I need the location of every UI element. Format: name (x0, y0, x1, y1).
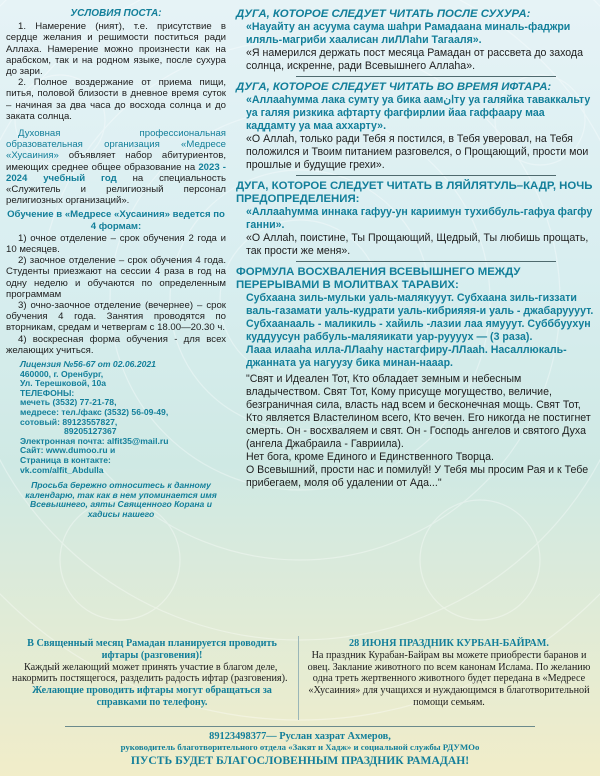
form-1: 1) очное отделение – срок обучения 2 года и 10 месяцев. (6, 232, 226, 256)
tarawih-translation-3: О Всевышний, прости нас и помилуй! У Тебя мы просим Рая и к Тебе прибегаем, моля об удалении от Ада..." (246, 464, 589, 489)
form-4: 4) воскресная форма обучения - для всех желающих учиться. (6, 333, 226, 356)
contact-line: мечеть (3532) 77-21-78, (20, 397, 117, 408)
form-2: 2) заочное отделение – срок обучения 4 года. Студенты приезжают на сессии 4 раза в год на одну неделю и обучаются по определенным программам (6, 255, 226, 300)
divider (296, 261, 556, 262)
form-3: 3) очно-заочное отделение (вечернее) – срок обучения 4 года. Занятия проводятся по вторникам, средам и четвергам с 18.00—20.30 ч. (6, 300, 226, 334)
fasting-conditions-title: УСЛОВИЯ ПОСТА: (70, 8, 162, 19)
condition-2: 2. Полное воздержание от приема пищи, питья, половой близости в дневное время суток – начиная за два часа до восхода солнца и до заката солнца. (6, 77, 226, 122)
divider (296, 175, 556, 176)
kurban-text: На праздник Курабан-Байрам вы можете приобрести баранов и овец. Заклание животного по всем канонам Ислама. По желанию одна треть жертвенного животного будет передана в «Медресе «Хусаиния» для учащихся и нуждающимся в благотворительной помощи семьям. (307, 649, 591, 708)
license-number: Лицензия №56-67 от 02.06.2021 (20, 359, 156, 370)
vk-line: Страница в контакте: (20, 455, 111, 466)
tarawih-translation: "Свят и Идеален Тот, Кто обладает земным и небесным владычеством. Свят Тот, Кому присуще могущество, величие, безграничная сила, власть над всем и бесконечная мощь. Свят Тот, Кто является Властелином всего, Кто вечен. Его никогда не постигнет смерть. Он - восхваляем и свят. Он - Господь ангелов и святого Духа (ангела Джабраила - Гавриила). (246, 373, 591, 450)
qadr-dua-transliteration: «Аллааhумма иннака гафуу-ун кариимун тухиббуль-гафуа фагфу ганни». (246, 206, 593, 231)
qadr-dua-translation: «О Аллаh, поистине, Ты Прощающий, Щедрый, Ты любишь прощать, так прости же меня». (246, 232, 589, 257)
contact-role: руководитель благотворительного отдела «Закят и Хадж» и социальной службы РДУМОо (120, 742, 480, 752)
site-line: Сайт: www.dumoo.ru и (20, 445, 116, 456)
footer (0, 726, 600, 767)
divider (296, 76, 556, 77)
academic-year: 2023 - 2024 учебный год (6, 161, 227, 184)
iftar-text: Каждый желающий может принять участие в благом деле, накормить постящегося, разделить радость ифтар (разговения). (12, 661, 288, 685)
divider (65, 726, 535, 727)
contact-line: 460000, г. Оренбург, (20, 368, 104, 379)
suhur-dua-title: ДУГА, КОТОРОЕ СЛЕДУЕТ ЧИТАТЬ ПОСЛЕ СУХУРА: (236, 8, 531, 20)
contact-line: сотовый: 89123557827, (20, 416, 118, 427)
contact-line: ТЕЛЕФОНЫ: (20, 387, 75, 398)
tarawih-transliteration: Субхаана зиль-мульки уаль-малякууут. Субхаана зиль-гиззати валь-газамати уаль-кудрати уаль-кибрияяя-и уаль - джабаруууут. Субхаанааль - маликиль - хайиль -лазии лаа ямууут. Субббуухун куддуусун раббуль-маляяикати уар-руууух — (3 раза). (246, 292, 594, 343)
iftar-dua-title: ДУГА, КОТОРОЕ СЛЕДУЕТ ЧИТАТЬ ВО ВРЕМЯ ИФТАРА: (236, 81, 552, 93)
vk-link: vk.com/alfit_Abdulla (20, 464, 104, 475)
iftar-announcement (12, 638, 292, 709)
kurban-title: 28 ИЮНЯ ПРАЗДНИК КУРБАН-БАЙРАМ. (349, 638, 549, 649)
vertical-divider (298, 636, 299, 720)
bottom-section (0, 630, 600, 776)
tarawih-transliteration-2: Лааа илааhа илла-ЛЛааhу настагфиру-ЛЛааh. Насаллюкаль-джанната уа нагуузу бика минан-нааар. (246, 344, 567, 369)
qadr-dua-title: ДУГА, КОТОРОЕ СЛЕДУЕТ ЧИТАТЬ В ЛЯЙЛЯТУЛЬ–КАДР, НОЧЬ ПРЕДОПРЕДЕЛЕНИЯ: (236, 180, 593, 205)
contact-line: 89205127367 (64, 426, 117, 437)
tarawih-formula-title: ФОРМУЛА ВОСХВАЛЕНИЯ ВСЕВЫШНЕГО МЕЖДУ ПЕРЕРЫВАМИ В МОЛИТВАХ ТАРАВИХ: (236, 266, 521, 291)
tarawih-translation-2: Нет бога, кроме Единого и Единственного Творца. (246, 451, 494, 463)
left-column (6, 8, 226, 630)
iftar-dua-transliteration: «Аллааhумма лака сумту уа бика аамانту уа галяйка таваккальту уа галяя ризкика афтарту фагфирлии йаа гаффаару маа каддамту уа маа аххарту». (246, 94, 591, 132)
contact-person: 89123498377— Руслан хазрат Ахмеров, (209, 731, 391, 742)
condition-1: 1. Намерение (ният), т.е. присутствие в сердце желания и решимости поститься ради Аллаха. Намерение можно произнести как на арабском, так и на родном языке, после сухура до зари. (6, 21, 226, 78)
email-line: Электронная почта: alfit35@mail.ru (20, 435, 169, 446)
iftar-dua-translation: «О Аллаh, только ради Тебя я постился, в Тебя уверовал, на Тебя положился и Твоим питанием разговелся, о Прощающий, прости мои прошлые и будущие грехи». (246, 133, 589, 171)
iftar-title: В Священный месяц Рамадан планируется проводить ифтары (разговения)! (27, 638, 277, 661)
right-column (236, 8, 596, 630)
forms-title: Обучение в «Медресе «Хусаиния» ведется по 4 формам: (7, 209, 225, 232)
contact-line: медресе: тел./факс (3532) 56-09-49, (20, 407, 169, 418)
announcement-text: объявляет набор абитуриентов, имеющих среднее общее образование на (6, 150, 226, 173)
suhur-dua-transliteration: «Науайту ан асуума саума шаhри Рамадаана миналь-фаджри иляль-магриби хаалисан лиЛЛаhи Тагааля». (246, 21, 571, 46)
madrasa-announcement (6, 128, 226, 206)
calendar-care-note: Просьба бережно относитесь к данному календарю, так как в нем упоминается имя Всевышнего, аяты Священного Корана и хадисы нашего (25, 480, 217, 519)
contact-line: Ул. Терешковой, 10а (20, 378, 107, 389)
iftar-contact-note: Желающие проводить ифтары могут обращаться за справками по телефону. (32, 685, 272, 708)
suhur-dua-translation: «Я намерился держать пост месяца Рамадан от рассвета до захода солнца, искренне, ради Всевышнего Аллаhа». (246, 47, 583, 72)
announcement-specialty: на специальность «Служитель и религиозный персонал религиозных организаций». (6, 172, 227, 207)
ramadan-greeting: ПУСТЬ БУДЕТ БЛАГОСЛОВЕННЫМ ПРАЗДНИК РАМАДАН! (130, 754, 470, 767)
madrasa-org-name: Духовная профессиональная образовательная организация «Медресе «Хусаиния» (6, 128, 226, 162)
kurban-bayram-announcement (304, 638, 594, 709)
